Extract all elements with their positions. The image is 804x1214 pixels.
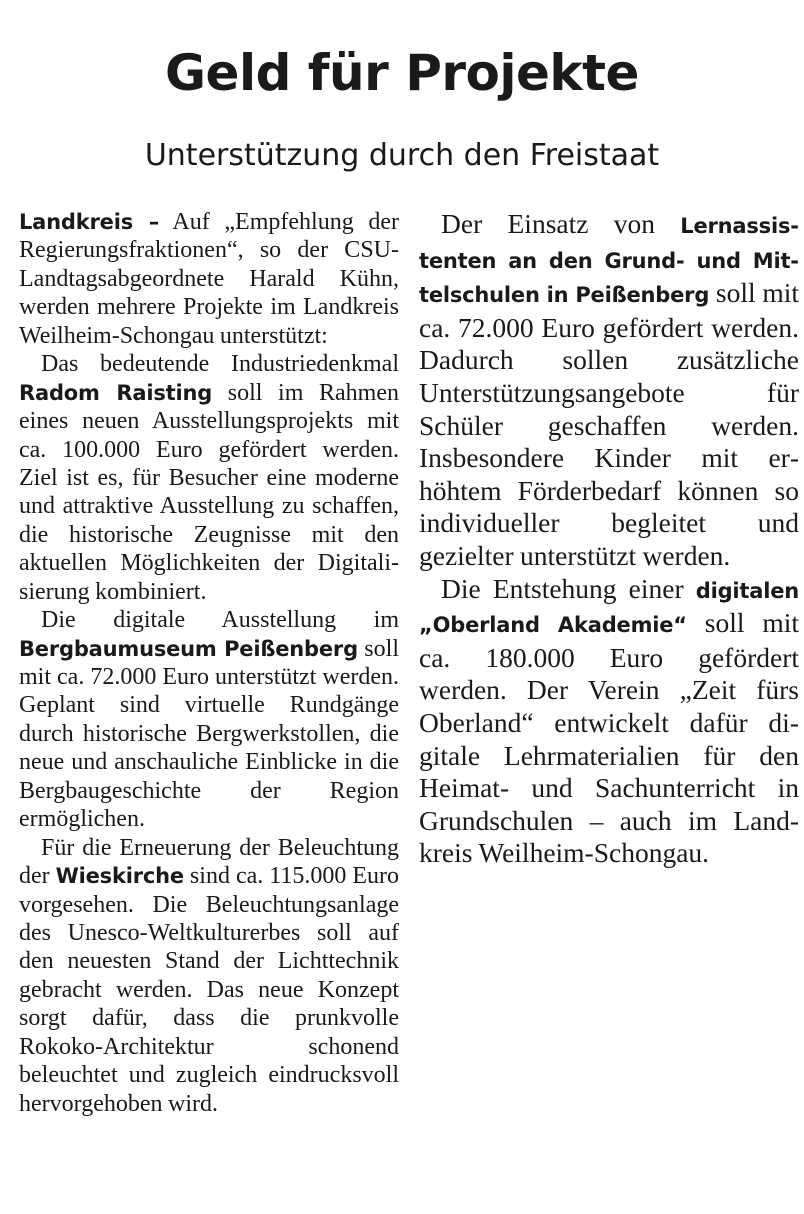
paragraph-text: Das bedeutende Industriedenkmal [41, 351, 399, 378]
highlight-term: Lernassistenten an den Grund- und Mittelschulen in Peißenberg [419, 214, 799, 308]
paragraph-text: soll mit ca. 72.000 Euro unterstützt werden. Geplant sind virtuelle Rundgänge durch historische Bergwerkstollen, die neue und anschauliche Einblicke in die Bergbaugeschichte der Region ermöglichen. [19, 635, 399, 833]
paragraph-text: Für die Erneuerung der Beleuchtung der [19, 834, 399, 890]
paragraph-text: Die Entstehung einer [441, 572, 696, 604]
paragraph-text: soll im Rahmen eines neuen Ausstellungsprojekts mit ca. 100.000 Euro gefördert werden. Ziel ist es, für Besucher eine moderne und attraktive Ausstellung zu schaffen, die historische Zeugnisse mit den aktuellen Möglichkeiten der Digitalisierung kombiniert. [19, 379, 399, 605]
article-column-right [419, 208, 799, 870]
paragraph-text: Der Einsatz von [441, 208, 681, 239]
subheadline: Unterstützung durch den Freistaat [144, 138, 660, 173]
highlight-term: Radom Raisting [19, 380, 213, 405]
paragraph-text: Auf „Empfehlung der Regierungsfraktionen“, so der CSU-Landtagsabgeordnete Harald Kühn, werden mehrere Projekte im Landkreis Weilheim-Schongau unterstützt: [19, 209, 399, 349]
dateline: Landkreis – [19, 210, 160, 234]
paragraph-text: sind ca. 115.000 Euro vorgesehen. Die Beleuchtungsanlage des Unesco-Weltkulturerbes soll auf den neuesten Stand der Lichttechnik gebracht werden. Das neue Konzept sorgt dafür, dass die prunkvolle Rokoko-Architektur schonend beleuchtet und zugleich eindrucksvoll hervorgehoben wird. [19, 863, 399, 1117]
paragraph-radom [19, 350, 399, 606]
paragraph-oberland-akademie [419, 573, 799, 870]
paragraph-lernassistenten [419, 208, 799, 573]
highlight-term: digitalen „Oberland Akademie“ [419, 578, 799, 638]
paragraph-text: soll mit ca. 72.000 Euro gefördert werden. Dadurch sollen zusätzliche Unterstützungsangebote für Schüler geschaffen werden. Insbesondere Kinder mit erhöhtem Förderbedarf können so individueller begleitet und gezielter unterstützt werden. [419, 277, 800, 571]
paragraph-bergbaumuseum [19, 606, 399, 834]
paragraph-text: soll mit ca. 180.000 Euro gefördert werden. Der Verein „Zeit fürs Oberland“ entwickelt dafür digitale Lehrmaterialien für den Heimat- und Sachunterricht in Grundschulen – auch im Landkreis Weilheim-Schongau. [419, 607, 799, 869]
article-column-left [19, 208, 399, 1118]
paragraph-intro [19, 208, 399, 350]
highlight-term: Bergbaumuseum Peißenberg [19, 636, 358, 661]
paragraph-text: Die digitale Ausstellung im [41, 607, 399, 634]
highlight-term: Wieskirche [55, 864, 184, 889]
paragraph-wieskirche [19, 834, 399, 1118]
headline: Geld für Projekte [165, 44, 639, 102]
